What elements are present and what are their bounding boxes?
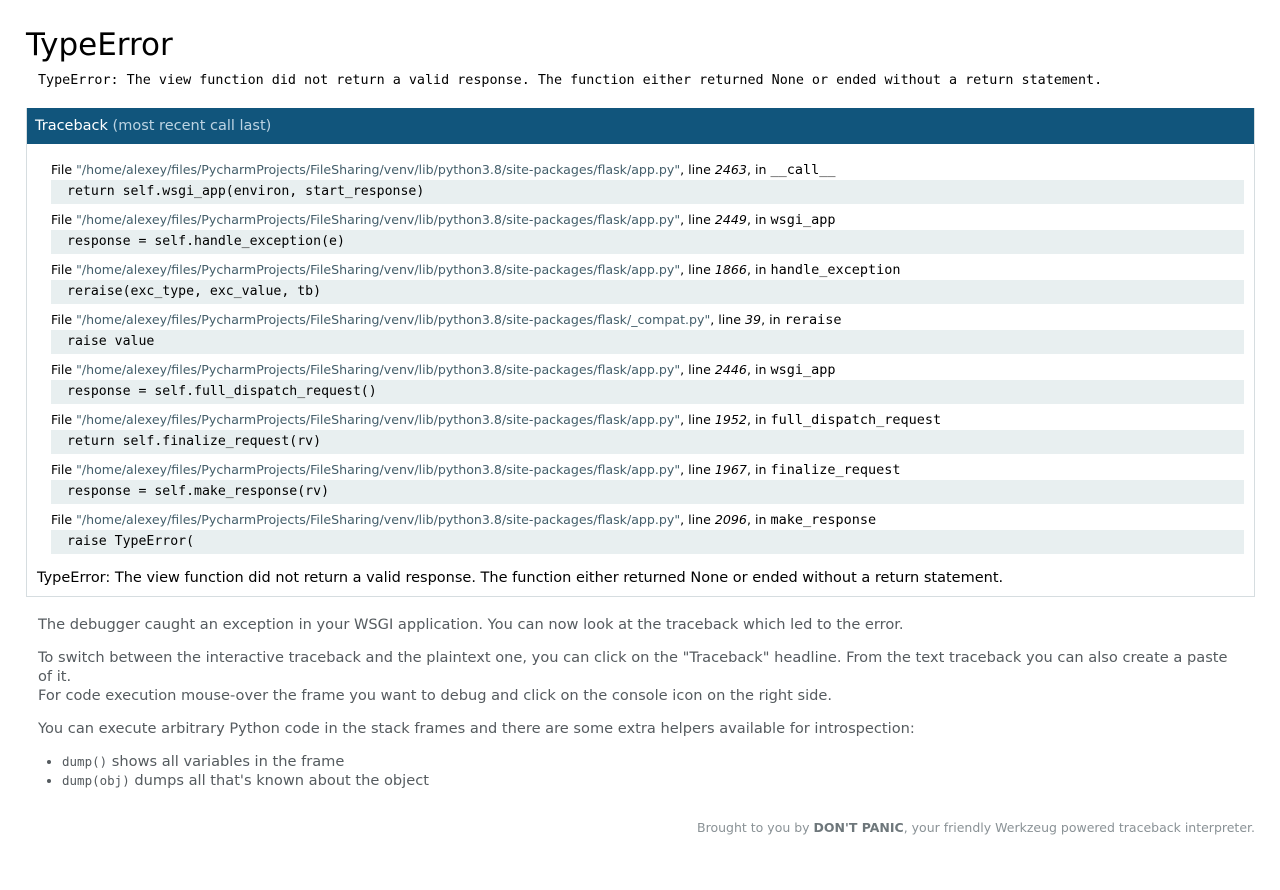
page-title: TypeError xyxy=(26,27,173,63)
line-number: 2449 xyxy=(714,212,747,227)
list-item xyxy=(62,752,1243,771)
frame-file-line xyxy=(51,162,1244,180)
line-number: 1952 xyxy=(714,412,747,427)
traceback-frame xyxy=(51,162,1244,204)
helper-code: dump() xyxy=(62,754,108,769)
line-label: , line xyxy=(680,462,715,477)
file-path: "/home/alexey/files/PycharmProjects/FileSharing/venv/lib/python3.8/site-packages/flask/app.py" xyxy=(76,362,681,377)
line-label: , line xyxy=(680,412,715,427)
frame-file-line xyxy=(51,412,1244,430)
line-number: 1967 xyxy=(714,462,747,477)
explanation-switch-line1: To switch between the interactive traceback and the plaintext one, you can click on the "Traceback" headline. From the text traceback you can also create a paste of it. xyxy=(38,649,1228,685)
explanation-switch-line2: For code execution mouse-over the frame you want to debug and click on the console icon on the right side. xyxy=(38,687,833,704)
file-label: File xyxy=(51,312,77,327)
line-label: , line xyxy=(680,262,715,277)
helper-text: shows all variables in the frame xyxy=(107,753,345,770)
function-name: wsgi_app xyxy=(770,362,836,378)
function-name: full_dispatch_request xyxy=(770,412,942,428)
frame-code-line[interactable]: reraise(exc_type, exc_value, tb) xyxy=(51,280,1244,304)
file-path: "/home/alexey/files/PycharmProjects/FileSharing/venv/lib/python3.8/site-packages/flask/app.py" xyxy=(76,262,681,277)
traceback-frame xyxy=(51,412,1244,454)
frame-file-line xyxy=(51,262,1244,280)
line-label: , line xyxy=(680,362,715,377)
in-label: , in xyxy=(746,162,771,177)
footer-suffix: , your friendly Werkzeug powered traceback interpreter. xyxy=(903,820,1255,835)
function-name: wsgi_app xyxy=(770,212,836,228)
footer-brand: DON'T PANIC xyxy=(813,820,904,835)
file-path: "/home/alexey/files/PycharmProjects/FileSharing/venv/lib/python3.8/site-packages/flask/app.py" xyxy=(76,162,681,177)
explanation-intro: The debugger caught an exception in your WSGI application. You can now look at the traceback which led to the error. xyxy=(38,616,904,633)
traceback-frame xyxy=(51,262,1244,304)
traceback-headline-label: Traceback xyxy=(35,118,108,134)
explanation-helpers-intro: You can execute arbitrary Python code in the stack frames and there are some extra helpers available for introspection: xyxy=(38,720,915,737)
line-label: , line xyxy=(680,162,715,177)
function-name: reraise xyxy=(784,312,842,328)
footer xyxy=(697,820,1255,835)
file-path: "/home/alexey/files/PycharmProjects/FileSharing/venv/lib/python3.8/site-packages/flask/app.py" xyxy=(76,462,681,477)
helper-text: dumps all that's known about the object xyxy=(129,772,429,789)
file-label: File xyxy=(51,262,77,277)
error-message: TypeError: The view function did not return a valid response. The function either returned None or ended without a return statement. xyxy=(38,73,1103,88)
list-item xyxy=(62,771,1243,790)
frame-code-line[interactable]: return self.finalize_request(rv) xyxy=(51,430,1244,454)
file-path: "/home/alexey/files/PycharmProjects/FileSharing/venv/lib/python3.8/site-packages/flask/app.py" xyxy=(76,412,681,427)
line-number: 2446 xyxy=(714,362,747,377)
frame-code-line[interactable]: return self.wsgi_app(environ, start_response) xyxy=(51,180,1244,204)
in-label: , in xyxy=(746,512,771,527)
in-label: , in xyxy=(746,212,771,227)
frame-file-line xyxy=(51,362,1244,380)
line-label: , line xyxy=(680,512,715,527)
traceback-frame xyxy=(51,512,1244,554)
line-number: 39 xyxy=(745,312,762,327)
traceback-headline-sub: (most recent call last) xyxy=(112,118,272,134)
function-name: finalize_request xyxy=(770,462,901,478)
traceback-final-error: TypeError: The view function did not return a valid response. The function either returned None or ended without a return statement. xyxy=(37,570,1004,586)
frame-code-line[interactable]: response = self.make_response(rv) xyxy=(51,480,1244,504)
file-path: "/home/alexey/files/PycharmProjects/FileSharing/venv/lib/python3.8/site-packages/flask/app.py" xyxy=(76,212,681,227)
frame-list xyxy=(27,144,1254,554)
frame-file-line xyxy=(51,212,1244,230)
file-label: File xyxy=(51,362,77,377)
line-number: 2463 xyxy=(714,162,747,177)
line-number: 2096 xyxy=(714,512,747,527)
in-label: , in xyxy=(746,362,771,377)
debugger-explanation xyxy=(26,597,1255,790)
line-label: , line xyxy=(710,312,746,327)
traceback-frame xyxy=(51,462,1244,504)
file-label: File xyxy=(51,462,77,477)
line-label: , line xyxy=(680,212,715,227)
frame-code-line[interactable]: response = self.handle_exception(e) xyxy=(51,230,1244,254)
in-label: , in xyxy=(746,462,771,477)
in-label: , in xyxy=(761,312,785,327)
file-label: File xyxy=(51,512,77,527)
frame-code-line[interactable]: response = self.full_dispatch_request() xyxy=(51,380,1244,404)
traceback-panel xyxy=(26,108,1255,597)
traceback-headline[interactable] xyxy=(27,108,1254,144)
function-name: make_response xyxy=(770,512,877,528)
footer-prefix: Brought to you by xyxy=(697,820,814,835)
file-path: "/home/alexey/files/PycharmProjects/FileSharing/venv/lib/python3.8/site-packages/flask/_compat.py" xyxy=(76,312,711,327)
file-label: File xyxy=(51,212,77,227)
file-label: File xyxy=(51,412,77,427)
helper-code: dump(obj) xyxy=(62,773,130,788)
in-label: , in xyxy=(746,262,771,277)
frame-code-line[interactable]: raise TypeError( xyxy=(51,530,1244,554)
traceback-frame xyxy=(51,212,1244,254)
traceback-frame xyxy=(51,312,1244,354)
line-number: 1866 xyxy=(714,262,747,277)
function-name: handle_exception xyxy=(770,262,901,278)
in-label: , in xyxy=(746,412,771,427)
function-name: __call__ xyxy=(770,162,836,178)
frame-file-line xyxy=(51,462,1244,480)
file-path: "/home/alexey/files/PycharmProjects/FileSharing/venv/lib/python3.8/site-packages/flask/app.py" xyxy=(76,512,681,527)
explanation-switch xyxy=(38,648,1243,705)
frame-file-line xyxy=(51,512,1244,530)
traceback-frame xyxy=(51,362,1244,404)
frame-file-line xyxy=(51,312,1244,330)
file-label: File xyxy=(51,162,77,177)
frame-code-line[interactable]: raise value xyxy=(51,330,1244,354)
helpers-list xyxy=(38,752,1243,790)
